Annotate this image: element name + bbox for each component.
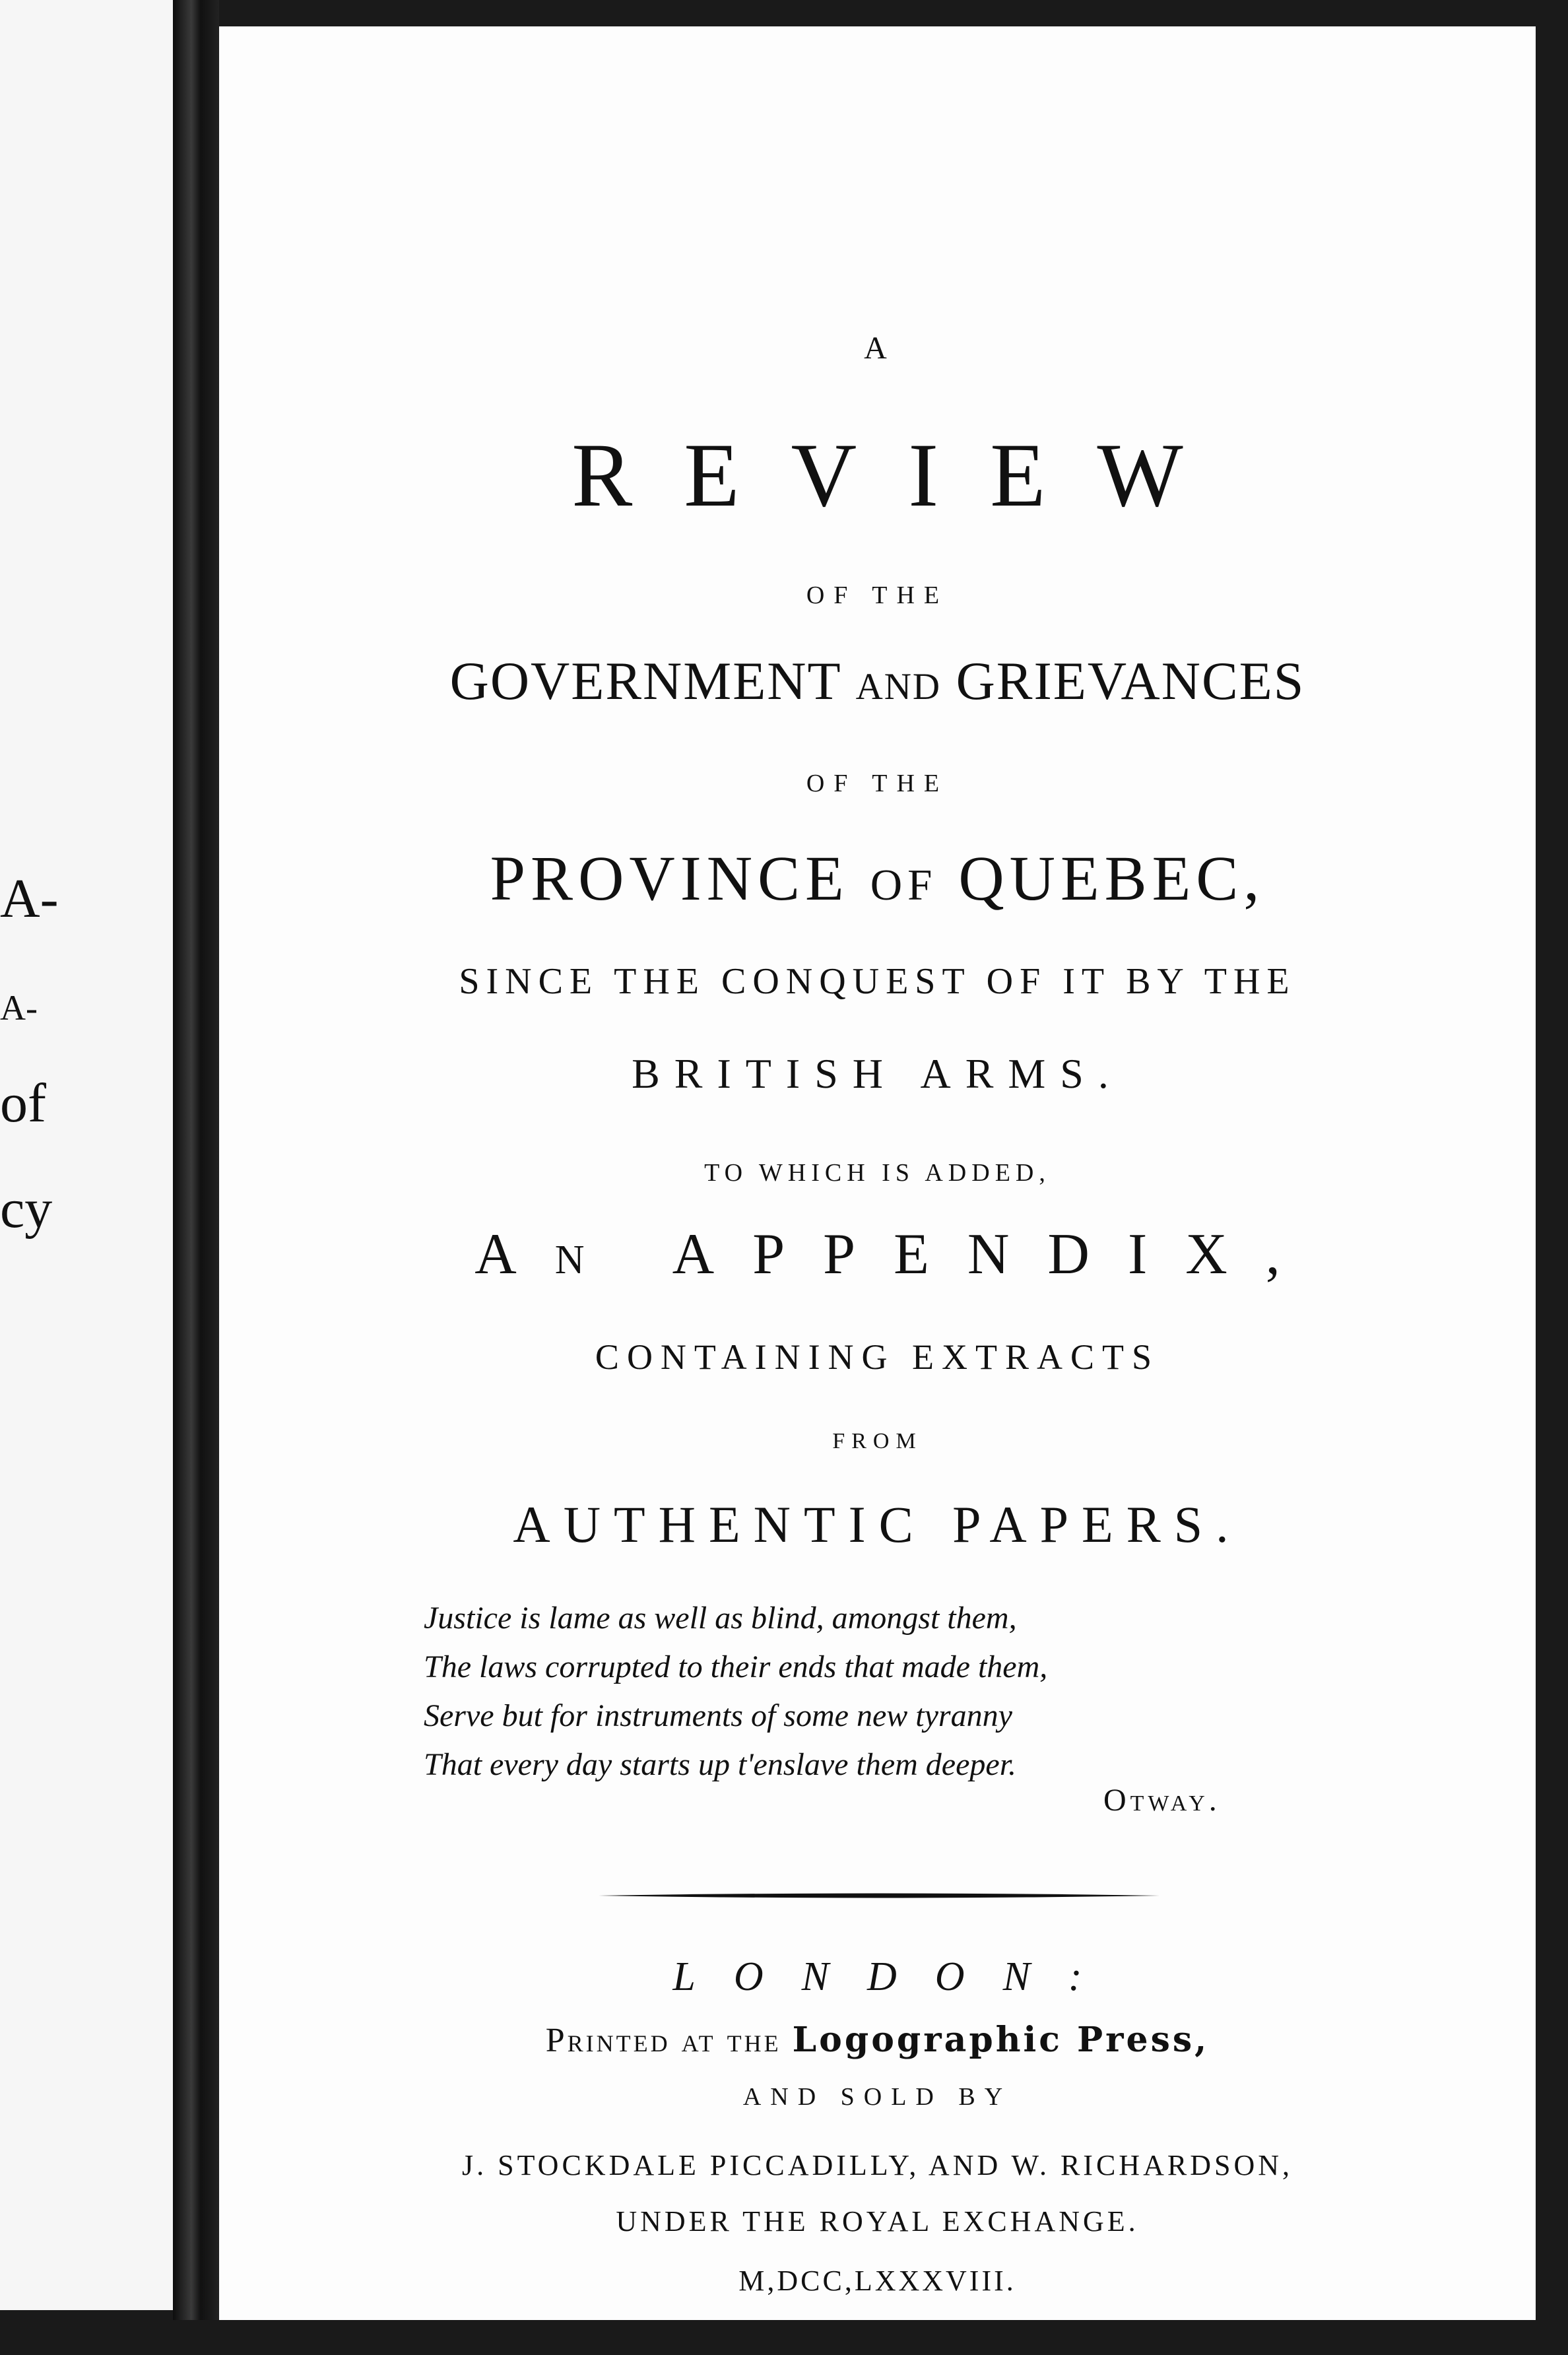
imprint-city: LONDON: [672,1954,1121,1999]
previous-page-fragment: A- [0,868,59,929]
of-the-line-1: OF THE [806,581,949,609]
title-page [219,26,1536,2320]
exchange-line: UNDER THE ROYAL EXCHANGE. [616,2205,1139,2238]
epigraph [424,1594,1216,1789]
previous-page-fragment: A- [0,988,38,1028]
epigraph-line: Justice is lame as well as blind, amongst them, [424,1601,1017,1636]
printed-line [219,2020,1536,2060]
epigraph-line: That every day starts up t'enslave them deeper. [424,1747,1017,1782]
ornamental-rule [599,1892,1160,1899]
to-which-is-added: TO WHICH IS ADDED, [704,1159,1051,1187]
since-conquest-line: SINCE THE CONQUEST OF IT BY THE [459,961,1296,1002]
of-the-line-2: OF THE [806,770,949,797]
containing-extracts-line: CONTAINING EXTRACTS [595,1337,1160,1377]
government-line: GOVERNMENT and GRIEVANCES [449,651,1305,711]
epigraph-author: Otway. [1103,1783,1221,1818]
page-title: REVIEW [572,424,1235,525]
previous-page-fragment: cy [0,1178,53,1240]
sellers-line: J. STOCKDALE PICCADILLY, AND W. RICHARDSON, [462,2149,1293,2181]
previous-page [0,0,173,2310]
scan-border [0,2320,1568,2355]
printed-prefix: Printed at the [545,2022,781,2059]
publication-date: M,DCC,LXXXVIII. [738,2265,1016,2297]
book-gutter [173,0,219,2355]
british-arms-line: BRITISH ARMS. [632,1050,1123,1097]
epigraph-line: Serve but for instruments of some new tyranny [424,1698,1012,1733]
authentic-papers-line: AUTHENTIC PAPERS. [513,1496,1242,1553]
press-name: Logographic Press, [792,2020,1210,2060]
title-article: A [864,331,891,366]
province-line: PROVINCE of QUEBEC, [490,843,1265,913]
sold-by-line: AND SOLD BY [742,2083,1012,2111]
appendix-line: An APPENDIX, [474,1222,1319,1286]
previous-page-fragment: of [0,1073,46,1134]
from-line: FROM [832,1429,923,1453]
epigraph-line: The laws corrupted to their ends that made them, [424,1649,1048,1684]
